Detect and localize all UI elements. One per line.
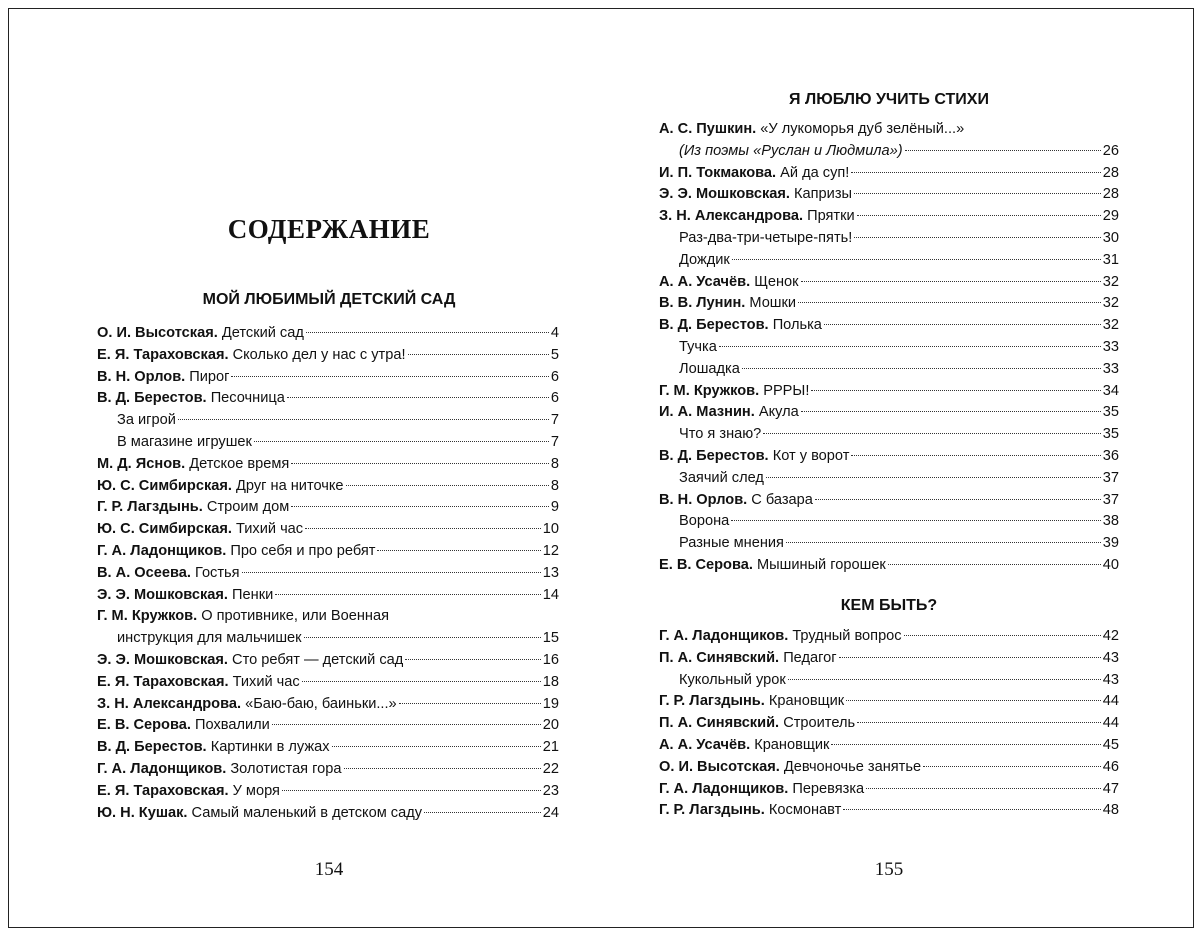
entry-page-number: 16 bbox=[542, 651, 559, 668]
entry-title: Ворона bbox=[679, 513, 730, 530]
entry-author: В. В. Лунин. bbox=[659, 295, 746, 312]
entry-author: Г. А. Ладонщиков. bbox=[97, 760, 227, 777]
entry-title: Тихий час bbox=[236, 521, 304, 538]
entry-page-number: 33 bbox=[1102, 360, 1119, 377]
toc-entry bbox=[97, 519, 559, 541]
entry-page-number: 36 bbox=[1102, 447, 1119, 464]
entry-title: Сколько дел у нас с утра! bbox=[232, 346, 406, 363]
toc-entry bbox=[659, 626, 1119, 648]
dot-leader bbox=[788, 679, 1101, 680]
entry-author: Г. М. Кружков. bbox=[97, 608, 198, 625]
entry-title: Дождик bbox=[679, 251, 730, 268]
toc-entry bbox=[659, 713, 1119, 735]
dot-leader bbox=[815, 499, 1101, 500]
entry-title: «Баю-баю, баиньки...» bbox=[245, 695, 397, 712]
dot-leader bbox=[231, 376, 548, 377]
entry-title: Ай да суп! bbox=[780, 164, 850, 181]
dot-leader bbox=[923, 766, 1101, 767]
dot-leader bbox=[306, 332, 549, 333]
entry-author: И. А. Мазнин. bbox=[659, 404, 755, 421]
entry-author: Г. Р. Лагздынь. bbox=[97, 499, 203, 516]
dot-leader bbox=[854, 193, 1101, 194]
entry-author: Е. Я. Тараховская. bbox=[97, 673, 229, 690]
section-title-kindergarten: МОЙ ЛЮБИМЫЙ ДЕТСКИЙ САД bbox=[202, 291, 456, 308]
entry-title: У моря bbox=[232, 782, 280, 799]
entry-page-number: 47 bbox=[1102, 780, 1119, 797]
entry-title: С базара bbox=[751, 491, 813, 508]
entry-title: Строитель bbox=[783, 715, 856, 732]
entry-title: Самый маленький в детском саду bbox=[191, 804, 423, 821]
entry-author: В. Д. Берестов. bbox=[659, 447, 769, 464]
entry-page-number: 26 bbox=[1102, 142, 1119, 159]
entry-author: Е. Я. Тараховская. bbox=[97, 782, 229, 799]
entry-page-number: 46 bbox=[1102, 758, 1119, 775]
entry-author: Э. Э. Мошковская. bbox=[659, 186, 790, 203]
entry-page-number: 44 bbox=[1102, 715, 1119, 732]
entry-author: А. С. Пушкин. bbox=[659, 121, 757, 137]
section-title-poems: Я ЛЮБЛЮ УЧИТЬ СТИХИ bbox=[789, 91, 989, 108]
entry-author: О. И. Высотская. bbox=[97, 325, 218, 341]
toc-entry bbox=[659, 670, 1119, 692]
entry-title: Прятки bbox=[807, 208, 855, 225]
page-number-right: 155 bbox=[874, 859, 904, 880]
entry-author: Ю. Н. Кушак. bbox=[97, 804, 188, 821]
entry-page-number: 8 bbox=[550, 477, 559, 494]
dot-leader bbox=[857, 215, 1101, 216]
entry-author: В. Н. Орлов. bbox=[659, 491, 748, 508]
entry-author: З. Н. Александрова. bbox=[659, 208, 804, 225]
entry-title: Капризы bbox=[794, 186, 853, 203]
dot-leader bbox=[405, 659, 540, 660]
entry-page-number: 44 bbox=[1102, 693, 1119, 710]
toc-list-kindergarten bbox=[97, 323, 559, 824]
entry-page-number: 37 bbox=[1102, 491, 1119, 508]
entry-title: О противнике, или Военная bbox=[201, 608, 389, 625]
toc-entry bbox=[659, 490, 1119, 512]
entry-author: Е. Я. Тараховская. bbox=[97, 346, 229, 363]
entry-title: Акула bbox=[758, 404, 799, 421]
entry-title: Разные мнения bbox=[679, 535, 784, 552]
entry-page-number: 28 bbox=[1102, 164, 1119, 181]
dot-leader bbox=[287, 397, 549, 398]
entry-title: Детское время bbox=[189, 455, 290, 472]
entry-author: И. П. Токмакова. bbox=[659, 164, 777, 181]
dot-leader bbox=[763, 433, 1100, 434]
toc-entry bbox=[97, 737, 559, 759]
entry-page-number: 42 bbox=[1102, 628, 1119, 644]
dot-leader bbox=[824, 324, 1101, 325]
toc-list-professions bbox=[659, 626, 1119, 822]
toc-entry bbox=[97, 476, 559, 498]
dot-leader bbox=[786, 542, 1101, 543]
toc-entry bbox=[659, 141, 1119, 163]
toc-entry bbox=[97, 694, 559, 716]
dot-leader bbox=[332, 746, 541, 747]
toc-entry bbox=[97, 367, 559, 389]
dot-leader bbox=[801, 281, 1101, 282]
dot-leader bbox=[843, 809, 1101, 810]
entry-page-number: 9 bbox=[550, 499, 559, 516]
toc-entry bbox=[659, 119, 1119, 141]
dot-leader bbox=[424, 812, 541, 813]
toc-entry bbox=[97, 388, 559, 410]
entry-title: инструкция для мальчишек bbox=[117, 630, 302, 647]
toc-entry bbox=[97, 715, 559, 737]
toc-entry bbox=[659, 206, 1119, 228]
entry-page-number: 8 bbox=[550, 455, 559, 472]
entry-page-number: 14 bbox=[542, 586, 559, 603]
toc-entry bbox=[97, 585, 559, 607]
dot-leader bbox=[291, 506, 549, 507]
entry-title: Щенок bbox=[754, 273, 799, 290]
entry-title: Тучка bbox=[679, 338, 717, 355]
dot-leader bbox=[254, 441, 549, 442]
book-spread bbox=[8, 8, 1194, 928]
entry-title: Золотистая гора bbox=[230, 760, 342, 777]
entry-author: П. А. Синявский. bbox=[659, 649, 780, 666]
dot-leader bbox=[275, 594, 541, 595]
entry-author: В. Н. Орлов. bbox=[97, 368, 186, 385]
toc-entry bbox=[659, 779, 1119, 801]
toc-list-poems bbox=[659, 119, 1119, 577]
entry-title: Про себя и про ребят bbox=[230, 542, 376, 559]
entry-title: Песочница bbox=[210, 390, 285, 407]
entry-page-number: 23 bbox=[542, 782, 559, 799]
dot-leader bbox=[766, 477, 1101, 478]
toc-entry bbox=[97, 432, 559, 454]
entry-author: Е. В. Серова. bbox=[659, 556, 753, 573]
toc-entry bbox=[97, 497, 559, 519]
entry-author: З. Н. Александрова. bbox=[97, 695, 242, 712]
toc-entry bbox=[659, 648, 1119, 670]
toc-entry bbox=[97, 672, 559, 694]
dot-leader bbox=[857, 722, 1101, 723]
entry-author: Э. Э. Мошковская. bbox=[97, 651, 228, 668]
entry-title: Мошки bbox=[749, 295, 797, 312]
entry-page-number: 6 bbox=[550, 390, 559, 407]
entry-author: Г. Р. Лагздынь. bbox=[659, 693, 765, 710]
dot-leader bbox=[888, 564, 1101, 565]
toc-entry bbox=[659, 293, 1119, 315]
toc-entry bbox=[97, 759, 559, 781]
toc-entry bbox=[659, 184, 1119, 206]
dot-leader bbox=[719, 346, 1101, 347]
entry-author: Г. Р. Лагздынь. bbox=[659, 802, 765, 819]
dot-leader bbox=[811, 390, 1100, 391]
dot-leader bbox=[178, 419, 549, 420]
entry-title: Полька bbox=[772, 317, 822, 334]
toc-entry bbox=[659, 272, 1119, 294]
dot-leader bbox=[302, 681, 541, 682]
entry-author: П. А. Синявский. bbox=[659, 715, 780, 732]
dot-leader bbox=[377, 550, 540, 551]
dot-leader bbox=[346, 485, 549, 486]
entry-page-number: 10 bbox=[542, 521, 559, 538]
left-page bbox=[99, 9, 559, 927]
toc-entry bbox=[97, 454, 559, 476]
entry-title: Гостья bbox=[195, 564, 240, 581]
entry-page-number: 18 bbox=[542, 673, 559, 690]
entry-page-number: 20 bbox=[542, 717, 559, 734]
entry-page-number: 43 bbox=[1102, 671, 1119, 688]
entry-author: Г. М. Кружков. bbox=[659, 382, 760, 399]
entry-page-number: 34 bbox=[1102, 382, 1119, 399]
entry-title: (Из поэмы «Руслан и Людмила») bbox=[679, 142, 903, 159]
toc-entry bbox=[659, 315, 1119, 337]
toc-entry bbox=[659, 735, 1119, 757]
toc-entry bbox=[97, 563, 559, 585]
toc-entry bbox=[659, 250, 1119, 272]
toc-entry bbox=[659, 424, 1119, 446]
dot-leader bbox=[291, 463, 549, 464]
toc-entry bbox=[97, 650, 559, 672]
entry-page-number: 24 bbox=[542, 804, 559, 821]
entry-title: Строим дом bbox=[206, 499, 290, 516]
entry-title: Педагог bbox=[783, 649, 837, 666]
entry-title: Что я знаю? bbox=[679, 426, 762, 443]
contents-heading: СОДЕРЖАНИЕ bbox=[227, 214, 431, 244]
entry-page-number: 4 bbox=[550, 325, 559, 341]
section-title-professions: КЕМ БЫТЬ? bbox=[840, 597, 938, 614]
entry-author: Ю. С. Симбирская. bbox=[97, 521, 232, 538]
entry-title: Лошадка bbox=[679, 360, 740, 377]
right-page bbox=[659, 9, 1119, 927]
toc-entry bbox=[659, 511, 1119, 533]
dot-leader bbox=[305, 528, 541, 529]
entry-title: «У лукоморья дуб зелёный...» bbox=[760, 121, 965, 137]
entry-page-number: 7 bbox=[550, 412, 559, 429]
toc-entry bbox=[659, 691, 1119, 713]
dot-leader bbox=[831, 744, 1100, 745]
dot-leader bbox=[839, 657, 1101, 658]
entry-page-number: 12 bbox=[542, 542, 559, 559]
toc-entry bbox=[659, 468, 1119, 490]
entry-title: РРРЫ! bbox=[763, 382, 810, 399]
dot-leader bbox=[399, 703, 541, 704]
dot-leader bbox=[801, 411, 1101, 412]
entry-page-number: 43 bbox=[1102, 649, 1119, 666]
entry-title: Друг на ниточке bbox=[236, 477, 344, 494]
toc-entry bbox=[659, 533, 1119, 555]
toc-entry bbox=[97, 628, 559, 650]
dot-leader bbox=[408, 354, 549, 355]
toc-entry bbox=[659, 337, 1119, 359]
entry-page-number: 45 bbox=[1102, 736, 1119, 753]
dot-leader bbox=[732, 259, 1101, 260]
entry-author: В. А. Осеева. bbox=[97, 564, 191, 581]
entry-author: Э. Э. Мошковская. bbox=[97, 586, 228, 603]
entry-author: Е. В. Серова. bbox=[97, 717, 191, 734]
entry-page-number: 15 bbox=[542, 630, 559, 647]
entry-page-number: 5 bbox=[550, 346, 559, 363]
entry-title: Пенки bbox=[232, 586, 274, 603]
toc-entry bbox=[659, 555, 1119, 577]
dot-leader bbox=[304, 637, 541, 638]
entry-title: За игрой bbox=[117, 412, 176, 429]
entry-page-number: 39 bbox=[1102, 535, 1119, 552]
entry-author: В. Д. Берестов. bbox=[659, 317, 769, 334]
dot-leader bbox=[344, 768, 541, 769]
entry-page-number: 30 bbox=[1102, 229, 1119, 246]
toc-entry bbox=[659, 402, 1119, 424]
entry-page-number: 7 bbox=[550, 433, 559, 450]
toc-entry bbox=[97, 410, 559, 432]
entry-title: Похвалили bbox=[195, 717, 270, 734]
entry-title: Пирог bbox=[189, 368, 230, 385]
dot-leader bbox=[851, 172, 1100, 173]
page-number-left: 154 bbox=[314, 859, 344, 880]
entry-page-number: 22 bbox=[542, 760, 559, 777]
entry-author: О. И. Высотская. bbox=[659, 758, 780, 775]
entry-title: В магазине игрушек bbox=[117, 433, 252, 450]
entry-page-number: 6 bbox=[550, 368, 559, 385]
entry-title: Детский сад bbox=[221, 325, 304, 341]
entry-page-number: 13 bbox=[542, 564, 559, 581]
toc-entry bbox=[97, 781, 559, 803]
toc-entry bbox=[97, 541, 559, 563]
toc-entry bbox=[659, 163, 1119, 185]
dot-leader bbox=[242, 572, 541, 573]
dot-leader bbox=[731, 520, 1101, 521]
toc-entry bbox=[659, 228, 1119, 250]
dot-leader bbox=[272, 724, 541, 725]
dot-leader bbox=[866, 788, 1101, 789]
entry-page-number: 33 bbox=[1102, 338, 1119, 355]
entry-author: В. Д. Берестов. bbox=[97, 390, 207, 407]
entry-page-number: 31 bbox=[1102, 251, 1119, 268]
entry-page-number: 35 bbox=[1102, 426, 1119, 443]
dot-leader bbox=[904, 635, 1101, 636]
entry-title: Тихий час bbox=[232, 673, 300, 690]
entry-title: Кот у ворот bbox=[772, 447, 850, 464]
dot-leader bbox=[282, 790, 541, 791]
entry-title: Девчоночье занятье bbox=[783, 758, 922, 775]
entry-author: Г. А. Ладонщиков. bbox=[97, 542, 227, 559]
entry-page-number: 32 bbox=[1102, 317, 1119, 334]
dot-leader bbox=[742, 368, 1101, 369]
entry-title: Сто ребят — детский сад bbox=[232, 651, 404, 668]
entry-page-number: 40 bbox=[1102, 556, 1119, 573]
entry-author: В. Д. Берестов. bbox=[97, 739, 207, 756]
toc-entry bbox=[97, 345, 559, 367]
dot-leader bbox=[846, 700, 1101, 701]
entry-title: Крановщик bbox=[754, 736, 830, 753]
entry-page-number: 38 bbox=[1102, 513, 1119, 530]
entry-title: Мышиный горошек bbox=[757, 556, 886, 573]
toc-entry bbox=[659, 359, 1119, 381]
toc-entry bbox=[659, 381, 1119, 403]
entry-page-number: 28 bbox=[1102, 186, 1119, 203]
toc-entry bbox=[97, 323, 559, 345]
entry-author: А. А. Усачёв. bbox=[659, 273, 751, 290]
entry-author: М. Д. Яснов. bbox=[97, 455, 186, 472]
dot-leader bbox=[798, 302, 1101, 303]
entry-page-number: 48 bbox=[1102, 802, 1119, 819]
entry-title: Кукольный урок bbox=[679, 671, 786, 688]
toc-entry bbox=[659, 800, 1119, 822]
entry-page-number: 19 bbox=[542, 695, 559, 712]
entry-page-number: 37 bbox=[1102, 469, 1119, 486]
dot-leader bbox=[851, 455, 1100, 456]
entry-page-number: 32 bbox=[1102, 273, 1119, 290]
entry-author: Г. А. Ладонщиков. bbox=[659, 780, 789, 797]
entry-title: Космонавт bbox=[768, 802, 842, 819]
toc-entry bbox=[97, 803, 559, 825]
dot-leader bbox=[905, 150, 1101, 151]
entry-page-number: 32 bbox=[1102, 295, 1119, 312]
toc-entry bbox=[659, 757, 1119, 779]
entry-page-number: 29 bbox=[1102, 208, 1119, 225]
entry-title: Трудный вопрос bbox=[792, 628, 902, 644]
entry-title: Заячий след bbox=[679, 469, 764, 486]
entry-title: Крановщик bbox=[768, 693, 845, 710]
entry-author: А. А. Усачёв. bbox=[659, 736, 751, 753]
entry-title: Картинки в лужах bbox=[210, 739, 330, 756]
entry-title: Раз-два-три-четыре-пять! bbox=[679, 229, 853, 246]
toc-entry bbox=[659, 446, 1119, 468]
toc-entry bbox=[97, 606, 559, 628]
dot-leader bbox=[854, 237, 1100, 238]
entry-author: Ю. С. Симбирская. bbox=[97, 477, 232, 494]
entry-title: Перевязка bbox=[792, 780, 865, 797]
entry-author: Г. А. Ладонщиков. bbox=[659, 628, 789, 644]
entry-page-number: 35 bbox=[1102, 404, 1119, 421]
entry-page-number: 21 bbox=[542, 739, 559, 756]
